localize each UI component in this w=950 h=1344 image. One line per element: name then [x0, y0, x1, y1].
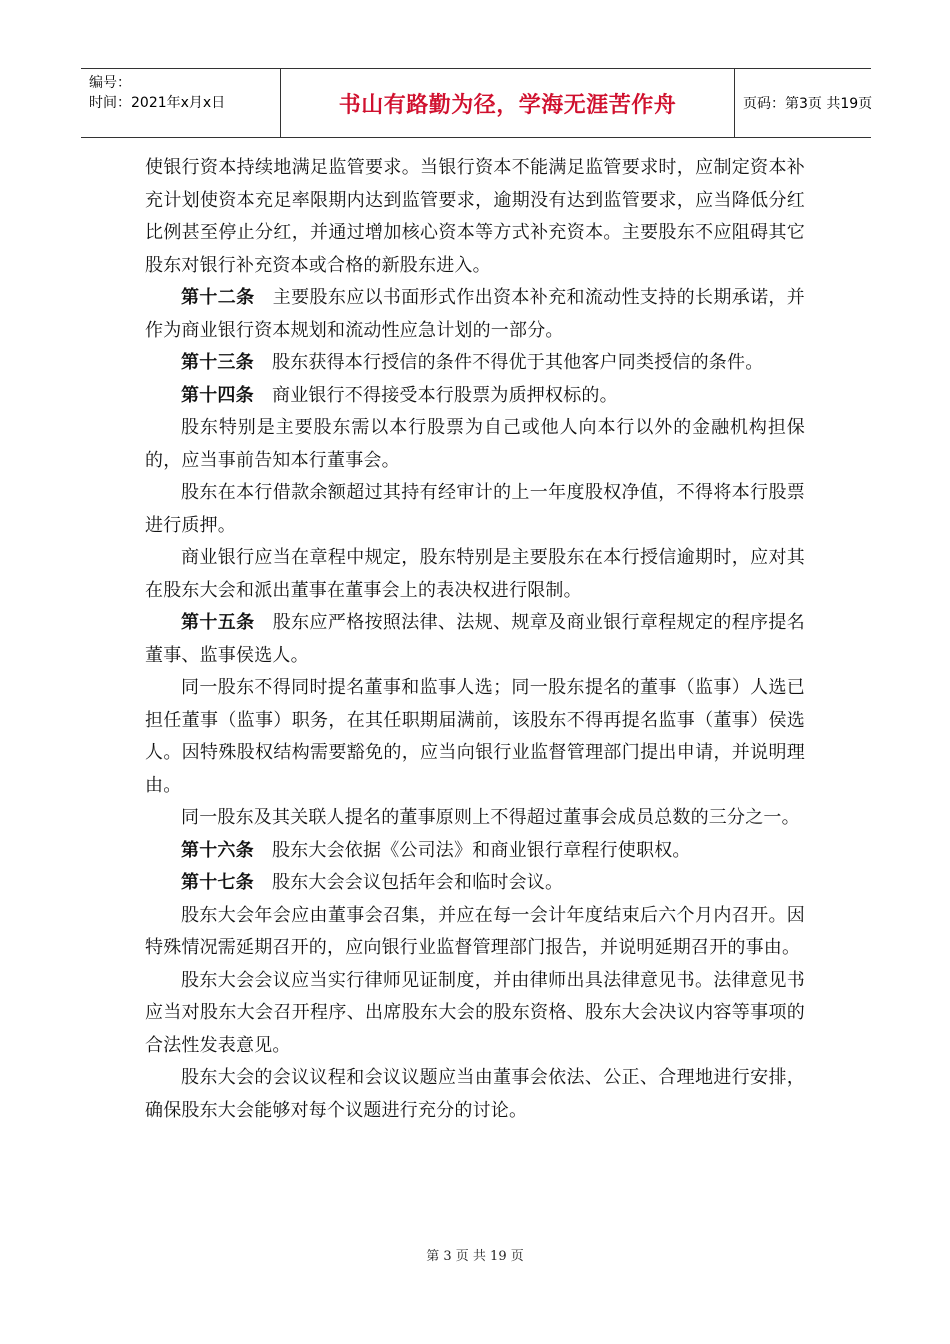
paragraph-text: 股东大会的会议议程和会议议题应当由董事会依法、公正、合理地进行安排，确保股东大会能够对每个议题进行充分的讨论。: [145, 1067, 805, 1121]
article-number: 第十七条: [181, 872, 254, 893]
paragraph: [145, 152, 805, 282]
paragraph-text: 股东大会年会应由董事会召集，并应在每一会计年度结束后六个月内召开。因特殊情况需延期召开的，应向银行业监督管理部门报告，并说明延期召开的事由。: [145, 904, 805, 958]
article-paragraph: [145, 380, 805, 413]
paragraph: [145, 965, 805, 1063]
paragraph-text: 主要股东应以书面形式作出资本补充和流动性支持的长期承诺，并作为商业银行资本规划和流动性应急计划的一部分。: [145, 287, 805, 341]
paragraph-text: 商业银行应当在章程中规定，股东特别是主要股东在本行授信逾期时，应对其在股东大会和派出董事在董事会上的表决权进行限制。: [145, 547, 805, 601]
paragraph: [145, 477, 805, 542]
paragraph: [145, 542, 805, 607]
document-date-label: 时间：2021年x月x日: [89, 95, 226, 111]
document-number-label: 编号：: [89, 75, 131, 91]
paragraph-text: 股东特别是主要股东需以本行股票为自己或他人向本行以外的金融机构担保的，应当事前告知本行董事会。: [145, 417, 805, 471]
paragraph-text: 同一股东不得同时提名董事和监事人选；同一股东提名的董事（监事）人选已担任董事（监事）职务，在其任职期届满前，该股东不得再提名监事（董事）侯选人。因特殊股权结构需要豁免的，应当向银行业监督管理部门提出申请，并说明理由。: [145, 677, 805, 796]
header-meta: [81, 69, 280, 137]
header-motto: 书山有路勤为径，学海无涯苦作舟: [338, 92, 677, 118]
page-header: [81, 68, 871, 138]
paragraph: [145, 672, 805, 802]
header-page-code: 页码：第3页 共19页: [743, 96, 873, 112]
article-paragraph: [145, 282, 805, 347]
paragraph-text: 商业银行不得接受本行股票为质押权标的。: [253, 384, 618, 406]
paragraph-text: 股东应严格按照法律、法规、规章及商业银行章程规定的程序提名董事、监事侯选人。: [145, 612, 805, 666]
paragraph-text: 使银行资本持续地满足监管要求。当银行资本不能满足监管要求时，应制定资本补充计划使资本充足率限期内达到监管要求，逾期没有达到监管要求，应当降低分红比例甚至停止分红，并通过增加核心资本等方式补充资本。主要股东不应阻碍其它股东对银行补充资本或合格的新股东进入。: [145, 157, 805, 276]
article-number: 第十五条: [181, 612, 255, 633]
document-body: [145, 152, 805, 1127]
header-motto-cell: [280, 69, 735, 137]
article-number: 第十六条: [181, 839, 254, 861]
article-number: 第十二条: [181, 287, 255, 308]
paragraph-text: 股东在本行借款余额超过其持有经审计的上一年度股权净值，不得将本行股票进行质押。: [145, 482, 805, 536]
paragraph-text: 股东获得本行授信的条件不得优于其他客户同类授信的条件。: [253, 352, 764, 373]
article-number: 第十三条: [181, 352, 254, 373]
paragraph-text: 股东大会会议应当实行律师见证制度，并由律师出具法律意见书。法律意见书应当对股东大会召开程序、出席股东大会的股东资格、股东大会决议内容等事项的合法性发表意见。: [145, 969, 805, 1056]
article-paragraph: [145, 867, 805, 900]
article-paragraph: [145, 607, 805, 672]
paragraph: [145, 1062, 805, 1127]
page-footer: 第 3 页 共 19 页: [426, 1249, 524, 1264]
paragraph: [145, 900, 805, 965]
header-page-cell: [735, 69, 871, 137]
paragraph-text: 同一股东及其关联人提名的董事原则上不得超过董事会成员总数的三分之一。: [181, 807, 800, 828]
paragraph-text: 股东大会依据《公司法》和商业银行章程行使职权。: [253, 839, 691, 861]
article-paragraph: [145, 347, 805, 380]
article-number: 第十四条: [181, 384, 254, 406]
article-paragraph: [145, 835, 805, 868]
paragraph-text: 股东大会会议包括年会和临时会议。: [253, 872, 564, 893]
paragraph: [145, 802, 805, 835]
paragraph: [145, 412, 805, 477]
